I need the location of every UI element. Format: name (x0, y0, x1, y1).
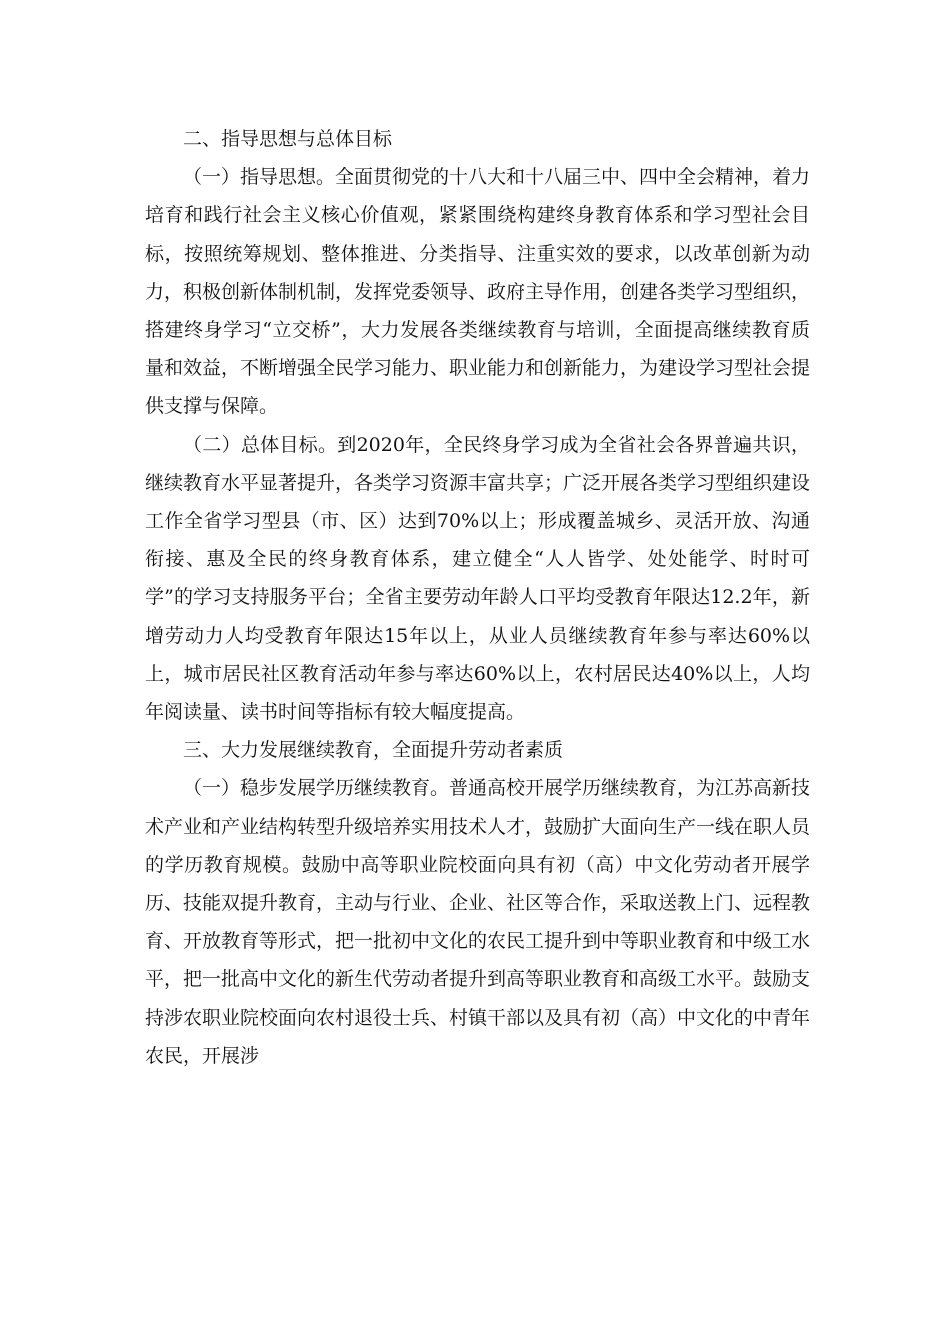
paragraph-guiding-ideology: （一）指导思想。全面贯彻党的十八大和十八届三中、四中全会精神，着力培育和践行社会主义核心价值观，紧紧围绕构建终身教育体系和学习型社会目标，按照统筹规划、整体推进、分类指导、注重实效的要求，以改革创新为动力，积极创新体制机制，发挥党委领导、政府主导作用，创建各类学习型组织，搭建终身学习“立交桥”，大力发展各类继续教育与培训，全面提高继续教育质量和效益，不断增强全民学习能力、职业能力和创新能力，为建设学习型社会提供支撑与保障。 (145, 166, 811, 418)
section-heading-guiding-ideology-and-goals: 二、指导思想与总体目标 (183, 128, 393, 150)
paragraph-overall-goals: （二）总体目标。到2020年，全民终身学习成为全省社会各界普遍共识，继续教育水平显著提升，各类学习资源丰富共享；广泛开展各类学习型组织建设工作全省学习型县（市、区）达到70%以上；形成覆盖城乡、灵活开放、沟通衔接、惠及全民的终身教育体系，建立健全“人人皆学、处处能学、时时可学”的学习支持服务平台；全省主要劳动年龄人口平均受教育年限达12.2年，新增劳动力人均受教育年限达15年以上，从业人员继续教育年参与率达60%以上，城市居民社区教育活动年参与率达60%以上，农村居民达40%以上，人均年阅读量、读书时间等指标有较大幅度提高。 (145, 433, 811, 724)
paragraph-academic-continuing-education: （一）稳步发展学历继续教育。普通高校开展学历继续教育，为江苏高新技术产业和产业结构转型升级培养实用技术人才，鼓励扩大面向生产一线在职人员的学历教育规模。鼓励中高等职业院校面向具有初（高）中文化劳动者开展学历、技能双提升教育，主动与行业、企业、社区等合作，采取送教上门、远程教育、开放教育等形式，把一批初中文化的农民工提升到中等职业教育和中级工水平，把一批高中文化的新生代劳动者提升到高等职业教育和高级工水平。鼓励支持涉农职业院校面向农村退役士兵、村镇干部以及具有初（高）中文化的中青年农民，开展涉 (145, 777, 811, 1067)
section-heading-continuing-education: 三、大力发展继续教育，全面提升劳动者素质 (183, 739, 564, 762)
document-body (145, 120, 810, 1075)
